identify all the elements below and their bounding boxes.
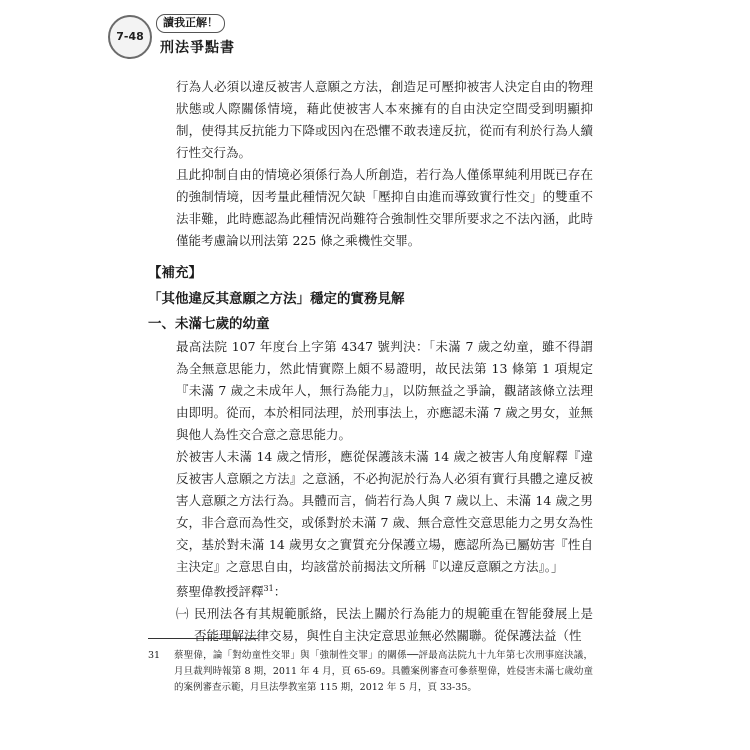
page-header — [0, 0, 750, 60]
paragraph-2: 且此抑制自由的情境必須係行為人所創造，若行為人僅係單純利用既已存在的強制情境，因考量此種情況欠缺「壓抑自由進而導致實行性交」的雙重不法非難，此時應認為此種情況尚難符合強制性交罪所要求之不法內涵，此時僅能考慮論以刑法第 225 條之乘機性交罪。 — [176, 167, 593, 248]
page-number: 7-48 — [108, 15, 152, 59]
paragraph-3: 最高法院 107 年度台上字第 4347 號判決：「未滿 7 歲之幼童，雖不得謂為全無意思能力，然此情實際上頗不易證明，故民法第 13 條第 1 項規定『未滿 7 歲之未成年人，無行為能力』，以防無益之爭論，觀諸該條立法理由即明。從而，本於相同法理，於刑事法上，亦應認未滿 7 歲之男女，並無與他人為性交合意之意思能力。 — [176, 339, 593, 442]
topic-heading: 「其他違反其意願之方法」穩定的實務見解 — [148, 291, 405, 307]
spacer — [148, 252, 593, 260]
paragraph-1: 行為人必須以違反被害人意願之方法，創造足可壓抑被害人決定自由的物理狀態或人際關係情境，藉此使被害人本來擁有的自由決定空間受到明顯抑制，使得其反抗能力下降或因內在恐懼不敢表達反抗，從而有利於行為人續行性交行為。 — [176, 79, 593, 160]
footnote-divider — [148, 638, 258, 639]
series-tag: 讀我正解！ — [156, 14, 225, 33]
paragraph-5-tail: ： — [273, 584, 287, 600]
main-content — [148, 76, 593, 647]
list-item-text: 民刑法各有其規範脈絡，民法上關於行為能力的規範重在智能發展上是否能理解法律交易，與性自主決定意思並無必然關聯。從保護法益（性 — [194, 606, 593, 644]
paragraph-5-text: 蔡聖偉教授評釋 — [176, 584, 264, 600]
paragraph-5 — [176, 578, 593, 603]
section-heading: 一、未滿七歲的幼童 — [148, 316, 270, 332]
footnote-ref[interactable]: 31 — [263, 584, 274, 593]
paragraph-4: 於被害人未滿 14 歲之情形，應從保護該未滿 14 歲之被害人角度解釋『違反被害人意願之方法』之意涵，不必拘泥於行為人必須有實行具體之違反被害人意願之方法行為。具體而言，倘若行為人與 7 歲以上、未滿 14 歲之男女，非合意而為性交，或係對於未滿 7 歲、無合意性交意思能力之男女為性交，基於對未滿 14 歲男女之實質充分保護立場，應認所為已屬妨害『性自主決定』之意思自由，均該當於前揭法文所稱『以違反意願之方法』。」 — [176, 449, 593, 574]
list-marker: ㈠ — [176, 606, 189, 622]
book-title: 刑法爭點書 — [160, 40, 235, 56]
footnote-number: 31 — [148, 650, 161, 661]
supplement-label: 【補充】 — [148, 265, 202, 281]
list-item — [176, 603, 593, 647]
footnote — [148, 648, 593, 696]
footnote-text: 蔡聖偉，論「對幼童性交罪」與「強制性交罪」的關係──評最高法院九十九年第七次刑事庭決議，月旦裁判時報第 8 期，2011 年 4 月，頁 65-69。具體案例審查可參蔡聖偉，姓侵害未滿七歲幼童的案例審查示範，月旦法學教室第 115 期，2012 年 5 月，頁 33-35。 — [174, 650, 593, 693]
